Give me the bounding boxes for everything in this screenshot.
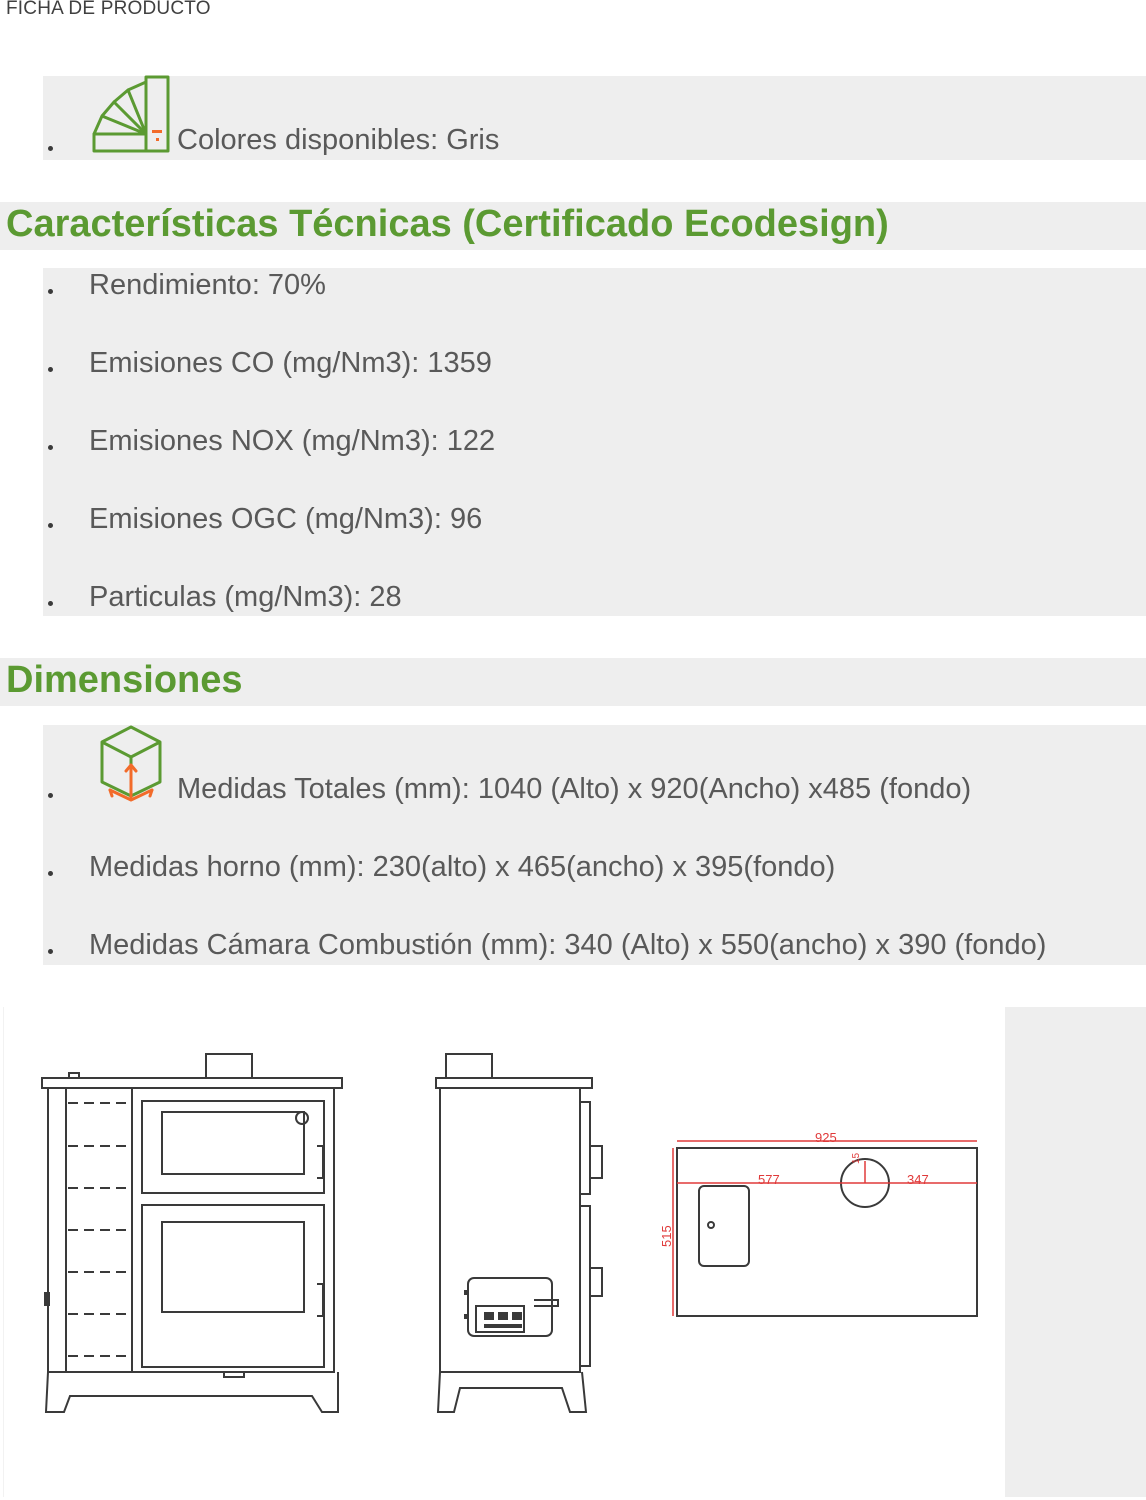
bullet <box>48 601 53 606</box>
drawing-side-band <box>1005 1007 1146 1497</box>
spec-ogc-emissions: Emisiones OGC (mg/Nm3): 96 <box>89 503 483 535</box>
width-label: 925 <box>815 1130 837 1145</box>
right-label: 347 <box>907 1172 929 1187</box>
spec-co-emissions: Emisiones CO (mg/Nm3): 1359 <box>89 347 492 379</box>
spec-particles: Particulas (mg/Nm3): 28 <box>89 581 402 613</box>
dimensions-heading: Dimensiones <box>6 659 243 701</box>
bullet <box>48 146 53 151</box>
depth-label: 515 <box>659 1225 674 1247</box>
bullet <box>48 871 53 876</box>
bullet <box>48 949 53 954</box>
color-swatch-icon <box>88 74 174 156</box>
left-label: 577 <box>758 1172 780 1187</box>
bullet <box>48 445 53 450</box>
colors-text: Colores disponibles: Gris <box>177 124 500 156</box>
product-sheet-label: FICHA DE PRODUCTO <box>6 0 211 19</box>
bullet <box>48 289 53 294</box>
technical-heading: Características Técnicas (Certificado Ecodesign) <box>6 203 889 245</box>
stove-side-view <box>430 1048 610 1420</box>
dim-combustion-chamber: Medidas Cámara Combustión (mm): 340 (Alto) x 550(ancho) x 390 (fondo) <box>89 929 1047 961</box>
spec-nox-emissions: Emisiones NOX (mg/Nm3): 122 <box>89 425 496 457</box>
dim-oven: Medidas horno (mm): 230(alto) x 465(ancho) x 395(fondo) <box>89 851 836 883</box>
stove-plan-view <box>655 1125 985 1320</box>
bullet <box>48 523 53 528</box>
box-dimensions-icon <box>98 724 164 804</box>
dim-total: Medidas Totales (mm): 1040 (Alto) x 920(Ancho) x485 (fondo) <box>177 773 972 805</box>
spec-performance: Rendimiento: 70% <box>89 269 326 301</box>
bullet <box>48 793 53 798</box>
stove-front-view <box>36 1048 348 1420</box>
bullet <box>48 367 53 372</box>
flue-label: 15 <box>851 1152 862 1164</box>
